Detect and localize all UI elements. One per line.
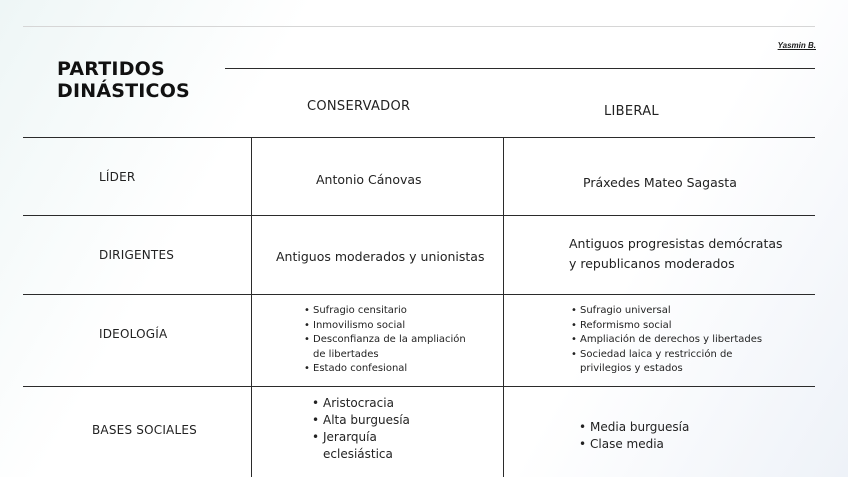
ideologia-liberal — [571, 304, 762, 377]
column-header-liberal: LIBERAL — [604, 104, 659, 119]
table-column-divider-1 — [251, 137, 252, 477]
title-line-2: DINÁSTICOS — [57, 80, 190, 102]
header-rule — [225, 68, 815, 69]
page-title — [57, 58, 190, 102]
table-rule-2 — [23, 215, 815, 216]
row-header-lider: LÍDER — [99, 170, 136, 184]
lider-conservador: Antonio Cánovas — [316, 172, 422, 187]
dirigentes-liberal-line-1: Antiguos progresistas demócratas — [569, 236, 783, 251]
list-item: • Sufragio universal — [571, 304, 762, 319]
list-item: • Alta burguesía — [312, 412, 410, 429]
dirigentes-liberal — [569, 234, 783, 274]
list-item: • Estado confesional — [304, 362, 466, 377]
title-line-1: PARTIDOS — [57, 58, 165, 80]
list-item: • Inmovilismo social — [304, 319, 466, 334]
list-item: • Aristocracia — [312, 395, 410, 412]
list-item: • Media burguesía — [579, 419, 689, 436]
list-item: • Jerarquía — [312, 429, 410, 446]
bases-conservador — [312, 395, 410, 463]
list-item: • Reformismo social — [571, 319, 762, 334]
author-signature: Yasmin B. — [777, 41, 816, 50]
list-item-continuation: eclesiástica — [323, 447, 393, 461]
table-rule-1 — [23, 137, 815, 138]
dirigentes-liberal-line-2: y republicanos moderados — [569, 256, 735, 271]
row-header-dirigentes: DIRIGENTES — [99, 248, 175, 262]
row-header-bases-sociales: BASES SOCIALES — [92, 423, 197, 437]
list-item: • Ampliación de derechos y libertades — [571, 333, 762, 348]
table-rule-4 — [23, 386, 815, 387]
top-divider — [23, 26, 815, 27]
table-column-divider-2 — [503, 137, 504, 477]
list-item-continuation: de libertades — [313, 348, 379, 360]
list-item: • Desconfianza de la ampliación — [304, 333, 466, 348]
list-item: • Clase media — [579, 436, 689, 453]
column-header-conservador: CONSERVADOR — [307, 99, 411, 114]
dirigentes-conservador: Antiguos moderados y unionistas — [276, 249, 485, 264]
list-item: • Sociedad laica y restricción de — [571, 348, 762, 363]
list-item: • Sufragio censitario — [304, 304, 466, 319]
table-rule-3 — [23, 294, 815, 295]
ideologia-conservador — [304, 304, 466, 377]
row-header-ideologia: IDEOLOGÍA — [99, 327, 168, 341]
lider-liberal: Práxedes Mateo Sagasta — [583, 175, 737, 190]
bases-liberal — [579, 419, 689, 453]
list-item-continuation: privilegios y estados — [580, 363, 683, 374]
